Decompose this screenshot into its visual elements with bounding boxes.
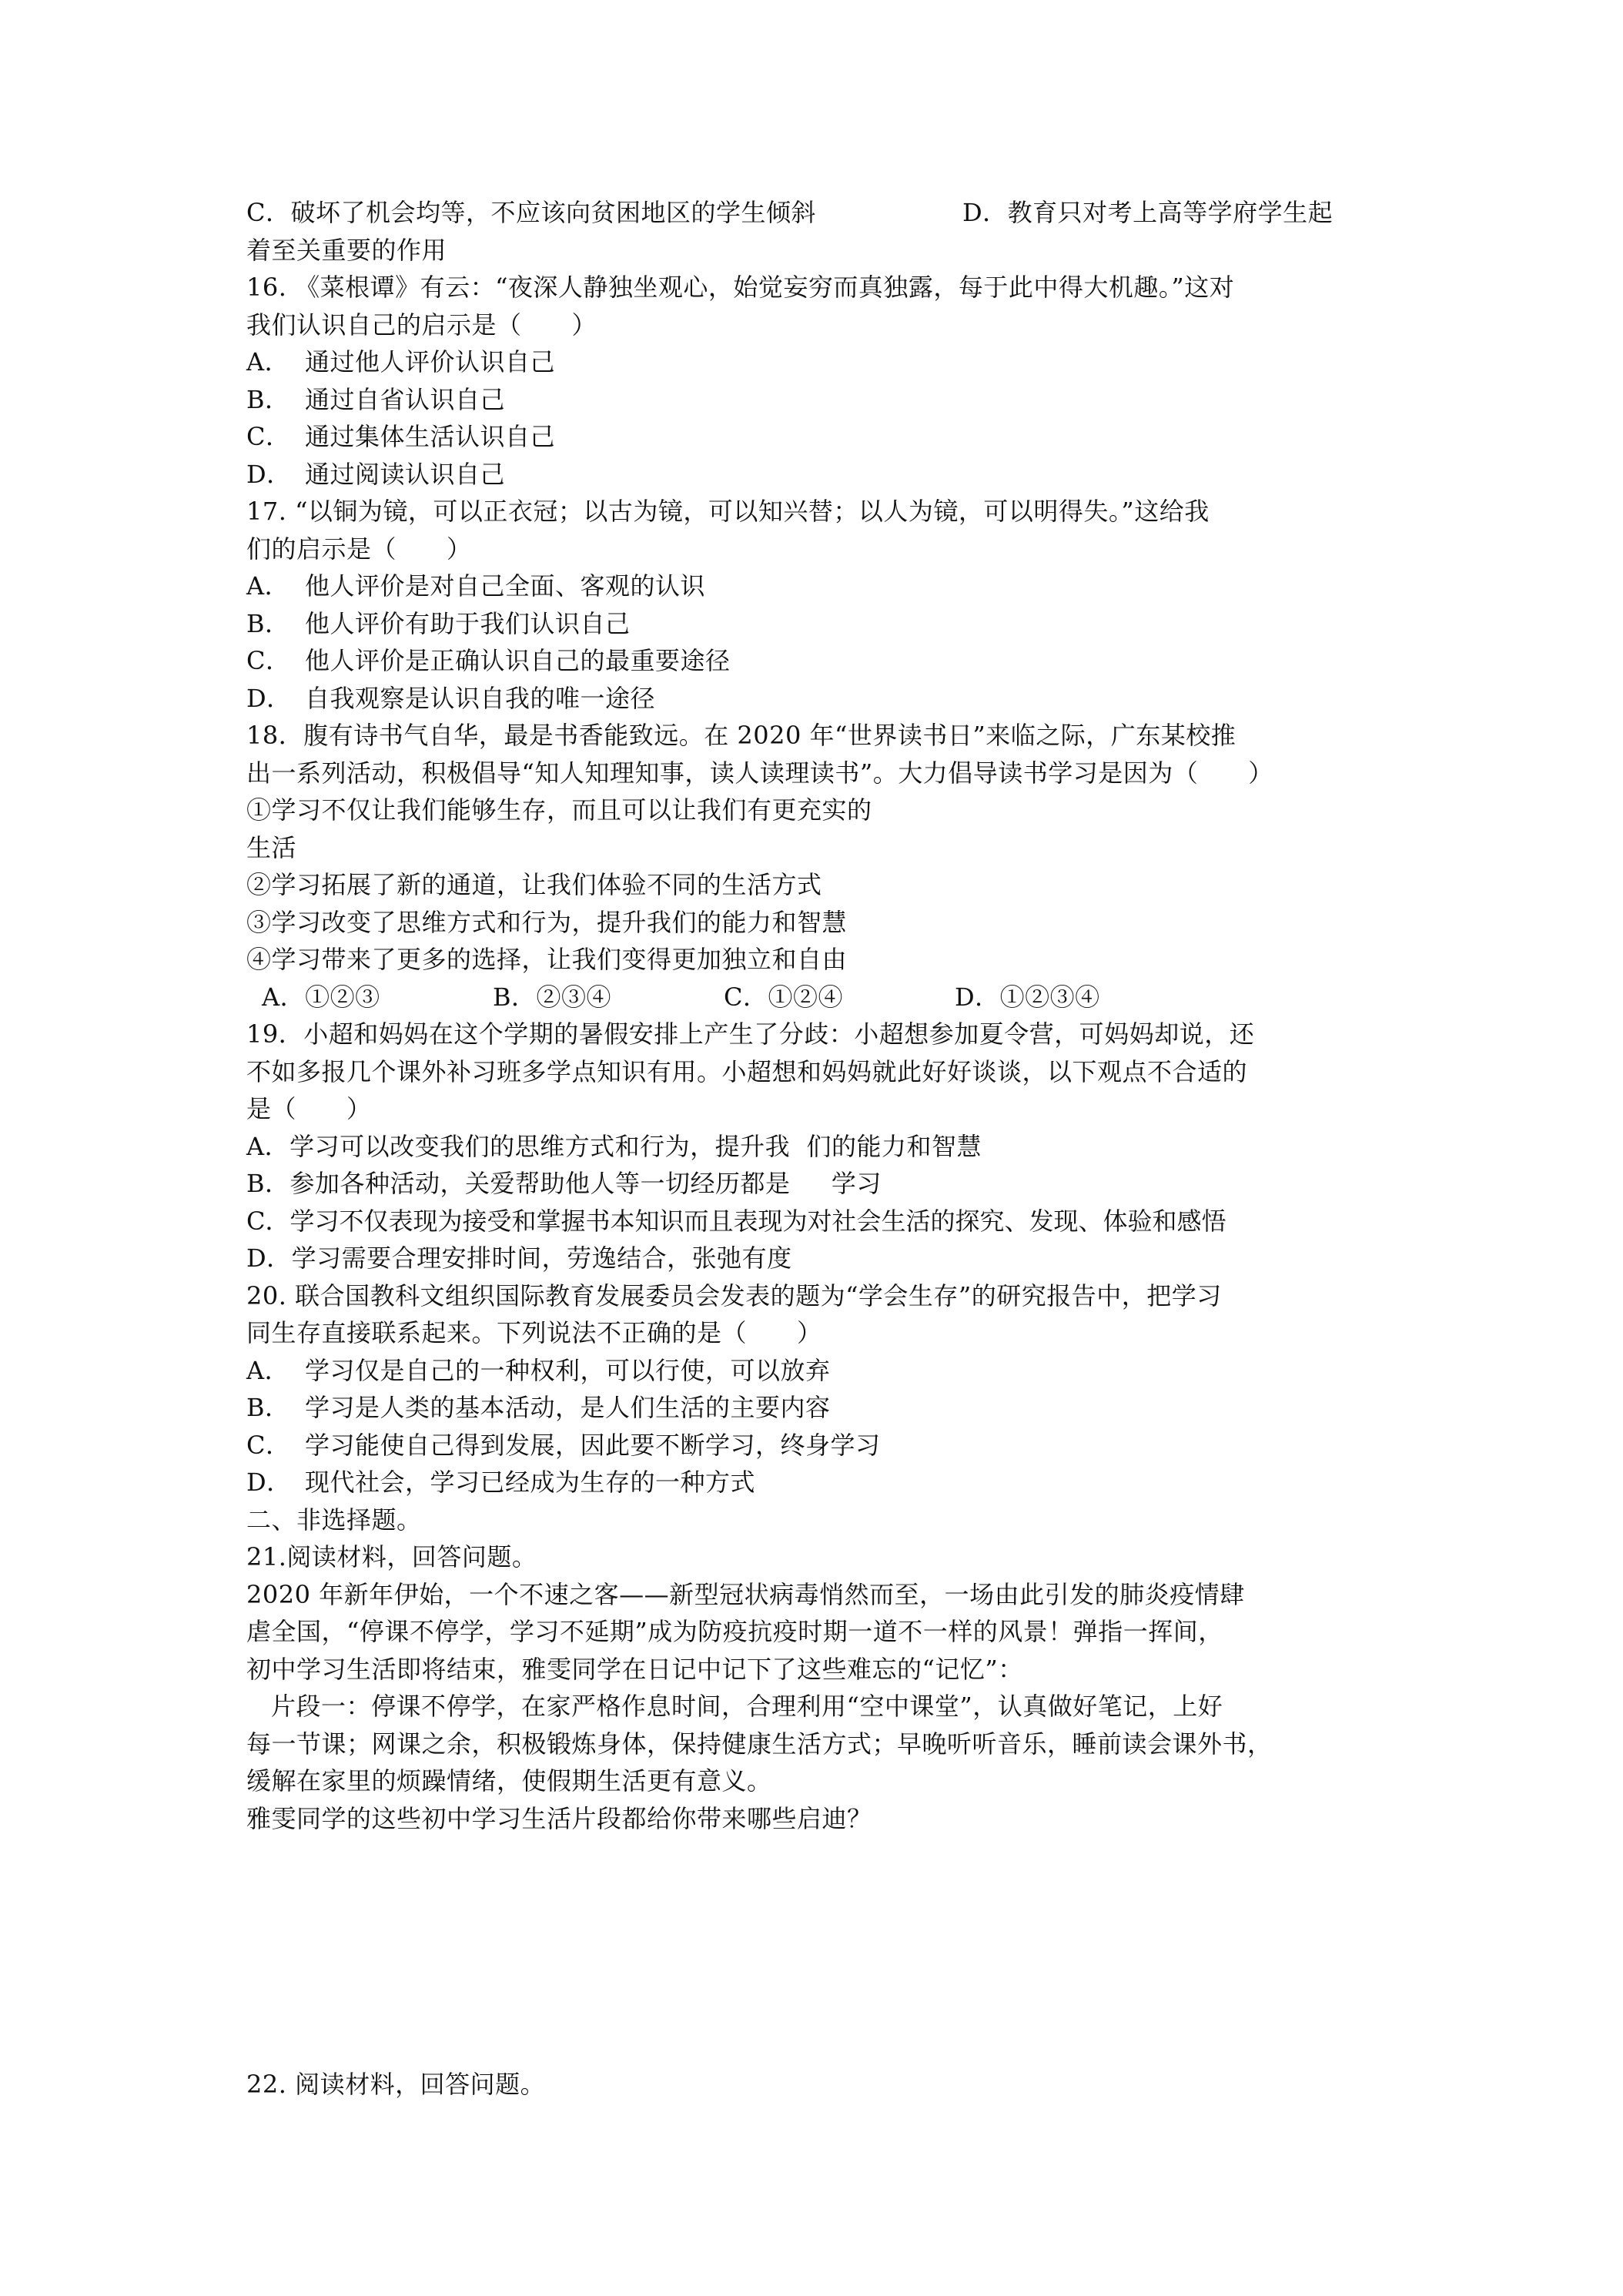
q17-option-a-label: A． [246, 571, 290, 601]
q17-stem-cont: 们的启示是（ ） [246, 534, 472, 564]
answer-space [246, 1837, 1394, 2066]
q19-option-d: D．学习需要合理安排时间，劳逸结合，张弛有度 [246, 1243, 792, 1273]
q16-option-b [246, 381, 1394, 419]
q16-stem: 16. 《菜根谭》有云：“夜深人静独坐观心，始觉妄穷而真独露，每于此中得大机趣。”这对 [246, 273, 1235, 302]
q22-title: 22. 阅读材料，回答问题。 [246, 2070, 546, 2099]
q19-stem-cont: 不如多报几个课外补习班多学点知识有用。小超想和妈妈就此好好谈谈，以下观点不合适的 [246, 1056, 1248, 1086]
q19-option-b: B．参加各种活动，关爱帮助他人等一切经历都是 学习 [246, 1169, 882, 1198]
q20-option-d [246, 1464, 1394, 1501]
q20-option-a [246, 1352, 1394, 1390]
q21-fragment-cont-2: 缓解在家里的烦躁情绪，使假期生活更有意义。 [246, 1766, 772, 1796]
q17-option-b-label: B． [246, 608, 290, 638]
q19-option-c: C．学习不仅表现为接受和掌握书本知识而且表现为对社会生活的探究、发现、体验和感悟 [246, 1206, 1226, 1236]
q16-option-a-label: A． [246, 347, 290, 377]
q17-option-a-text: 他人评价是对自己全面、客观的认识 [305, 571, 706, 601]
q19-option-a: A．学习可以改变我们的思维方式和行为，提升我 们的能力和智慧 [246, 1131, 982, 1161]
q15-option-d: D．教育只对考上高等学府学生起 [962, 198, 1334, 227]
q21-material: 2020 年新年伊始，一个不速之客——新型冠状病毒悄然而至，一场由此引发的肺炎疫情肆 [246, 1579, 1245, 1609]
q16-option-d-text: 通过阅读认识自己 [305, 459, 506, 489]
q18-choice-a: A．①②③ [262, 982, 380, 1012]
q17-option-a [246, 567, 1394, 605]
q18-choices [246, 979, 1394, 1016]
q19-stem-end: 是（ ） [246, 1094, 372, 1123]
q17-option-d [246, 680, 1394, 718]
q18-item-3: ③学习改变了思维方式和行为，提升我们的能力和智慧 [246, 907, 848, 937]
q19-stem: 19．小超和妈妈在这个学期的暑假安排上产生了分歧：小超想参加夏令营，可妈妈却说，还 [246, 1019, 1255, 1049]
q17-option-d-text: 自我观察是认识自我的唯一途径 [305, 683, 656, 713]
q18-stem: 18．腹有诗书气自华，最是书香能致远。在 2020 年“世界读书日”来临之际，广东某校推 [246, 721, 1236, 750]
q17-option-b-text: 他人评价有助于我们认识自己 [305, 608, 631, 638]
q18-choice-b: B．②③④ [493, 982, 612, 1012]
q20-stem-cont: 同生存直接联系起来。下列说法不正确的是（ ） [246, 1318, 822, 1347]
q20-option-d-label: D． [246, 1468, 292, 1497]
q15-option-c: C．破坏了机会均等，不应该向贫困地区的学生倾斜 [246, 198, 816, 227]
q17-option-c [246, 642, 1394, 680]
q21-question: 雅雯同学的这些初中学习生活片段都给你带来哪些启迪？ [246, 1803, 872, 1833]
q15-option-d-cont: 着至关重要的作用 [246, 235, 447, 265]
q21-material-cont-2: 初中学习生活即将结束，雅雯同学在日记中记下了这些难忘的“记忆”： [246, 1654, 1023, 1684]
q18-item-2: ②学习拓展了新的通道，让我们体验不同的生活方式 [246, 870, 822, 899]
q20-stem: 20. 联合国教科文组织国际教育发展委员会发表的题为“学会生存”的研究报告中，把学习 [246, 1280, 1222, 1310]
q20-option-c-text: 学习能使自己得到发展，因此要不断学习，终身学习 [305, 1430, 881, 1460]
q17-option-c-text: 他人评价是正确认识自己的最重要途径 [305, 646, 731, 675]
q16-option-d [246, 456, 1394, 494]
q17-option-b [246, 605, 1394, 643]
q21-title: 21.阅读材料，回答问题。 [246, 1542, 537, 1571]
q21-fragment-cont-1: 每一节课；网课之余，积极锻炼身体，保持健康生活方式；早晚听听音乐，睡前读会课外书， [246, 1729, 1273, 1759]
q16-option-b-text: 通过自省认识自己 [305, 384, 506, 414]
section-heading: 二、非选择题。 [246, 1504, 422, 1535]
exam-page [246, 194, 1394, 2104]
q16-option-a [246, 343, 1394, 381]
q17-stem: 17. “以铜为镜，可以正衣冠；以古为镜，可以知兴替；以人为镜，可以明得失。”这给我 [246, 497, 1210, 526]
q21-material-cont-1: 虐全国，“停课不停学，学习不延期”成为防疫抗疫时期一道不一样的风景！弹指一挥间， [246, 1617, 1223, 1646]
q16-option-b-label: B． [246, 384, 290, 414]
q20-option-b-label: B． [246, 1393, 290, 1422]
q20-option-b [246, 1389, 1394, 1427]
q18-item-1-cont: 生活 [246, 832, 297, 862]
q17-option-d-label: D． [246, 683, 292, 713]
q20-option-a-text: 学习仅是自己的一种权利，可以行使，可以放弃 [305, 1355, 831, 1385]
q20-option-a-label: A． [246, 1355, 290, 1385]
q16-option-a-text: 通过他人评价认识自己 [305, 347, 556, 377]
q16-option-c-label: C． [246, 422, 291, 451]
q16-stem-cont: 我们认识自己的启示是（ ） [246, 310, 597, 340]
q18-choice-d: D．①②③④ [955, 982, 1100, 1012]
q20-option-c-label: C． [246, 1430, 291, 1460]
q17-option-c-label: C． [246, 646, 291, 675]
q16-option-d-label: D． [246, 459, 292, 489]
q15-options-cd [246, 194, 1394, 232]
q20-option-d-text: 现代社会，学习已经成为生存的一种方式 [305, 1468, 756, 1497]
q18-stem-cont: 出一系列活动，积极倡导“知人知理知事，读人读理读书”。大力倡导读书学习是因为（ ） [246, 758, 1273, 788]
q18-item-4: ④学习带来了更多的选择，让我们变得更加独立和自由 [246, 945, 848, 974]
q21-fragment: 片段一：停课不停学，在家严格作息时间，合理利用“空中课堂”，认真做好笔记，上好 [271, 1692, 1223, 1721]
q16-option-c-text: 通过集体生活认识自己 [305, 422, 556, 451]
q18-item-1: ①学习不仅让我们能够生存，而且可以让我们有更充实的 [246, 795, 872, 825]
q18-choice-c: C．①②④ [724, 982, 843, 1012]
q20-option-b-text: 学习是人类的基本活动，是人们生活的主要内容 [305, 1393, 831, 1422]
q16-option-c [246, 418, 1394, 456]
q20-option-c [246, 1427, 1394, 1464]
